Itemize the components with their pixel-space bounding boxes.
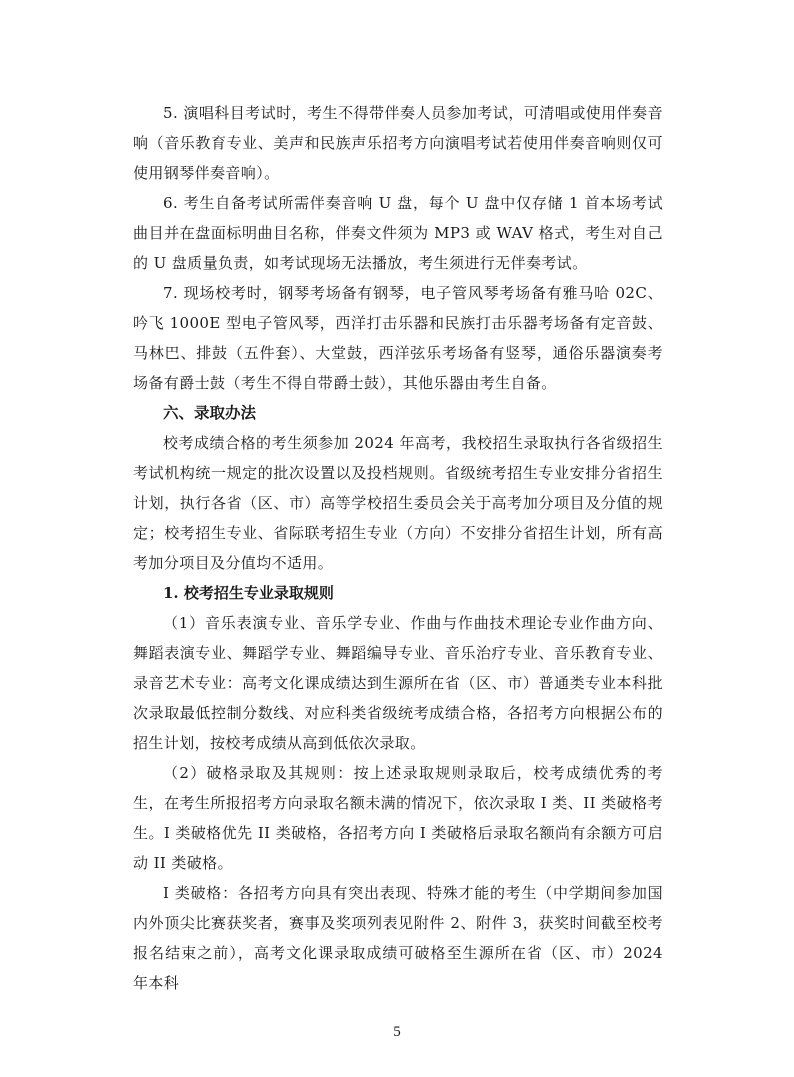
- rule-paragraph-1: （1）音乐表演专业、音乐学专业、作曲与作曲技术理论专业作曲方向、舞蹈表演专业、舞蹈学专业、舞蹈编导专业、音乐治疗专业、音乐教育专业、录音艺术专业：高考文化课成绩达到生源所在省（区、市）普通类专业本科批次录取最低控制分数线、对应科类省级统考成绩合格，各招考方向根据公布的招生计划，按校考成绩从高到低依次录取。: [133, 614, 663, 752]
- paragraph-item-5: 5. 演唱科目考试时，考生不得带伴奏人员参加考试，可清唱或使用伴奏音响（音乐教育专业、美声和民族声乐招考方向演唱考试若使用伴奏音响则仅可使用钢琴伴奏音响）。: [133, 104, 663, 182]
- rule-paragraph-2: （2）破格录取及其规则：按上述录取规则录取后，校考成绩优秀的考生，在考生所报招考方向录取名额未满的情况下，依次录取 I 类、II 类破格考生。I 类破格优先 II 类破格，各招考方向 I 类破格后录取名额尚有余额方可启动 II 类破格。: [133, 764, 663, 872]
- subsection-heading-rules: 1. 校考招生专业录取规则: [163, 584, 334, 602]
- section-intro-paragraph: 校考成绩合格的考生须参加 2024 年高考，我校招生录取执行各省级招生考试机构统一规定的批次设置以及投档规则。省级统考招生专业安排分省招生计划，执行各省（区、市）高等学校招生委员会关于高考加分项目及分值的规定；校考招生专业、省际联考招生专业（方向）不安排分省招生计划，所有高考加分项目及分值均不适用。: [133, 434, 663, 572]
- paragraph-item-7: 7. 现场校考时，钢琴考场备有钢琴，电子管风琴考场备有雅马哈 02C、吟飞 1000E 型电子管风琴，西洋打击乐器和民族打击乐器考场备有定音鼓、马林巴、排鼓（五件套）、大堂鼓，西洋弦乐考场备有竖琴，通俗乐器演奏考场备有爵士鼓（考生不得自带爵士鼓），其他乐器由考生自备。: [133, 284, 663, 392]
- page-number: 5: [393, 1024, 401, 1040]
- section-heading-admission: 六、录取办法: [163, 404, 257, 422]
- document-body: [133, 98, 663, 998]
- paragraph-item-6: 6. 考生自备考试所需伴奏音响 U 盘，每个 U 盘中仅存储 1 首本场考试曲目并在盘面标明曲目名称，伴奏文件须为 MP3 或 WAV 格式，考生对自己的 U 盘质量负责，如考试现场无法播放，考生须进行无伴奏考试。: [133, 194, 663, 272]
- class-one-paragraph: I 类破格：各招考方向具有突出表现、特殊才能的考生（中学期间参加国内外顶尖比赛获奖者，赛事及奖项列表见附件 2、附件 3，获奖时间截至校考报名结束之前），高考文化课录取成绩可破格至生源所在省（区、市）2024 年本科: [133, 884, 663, 992]
